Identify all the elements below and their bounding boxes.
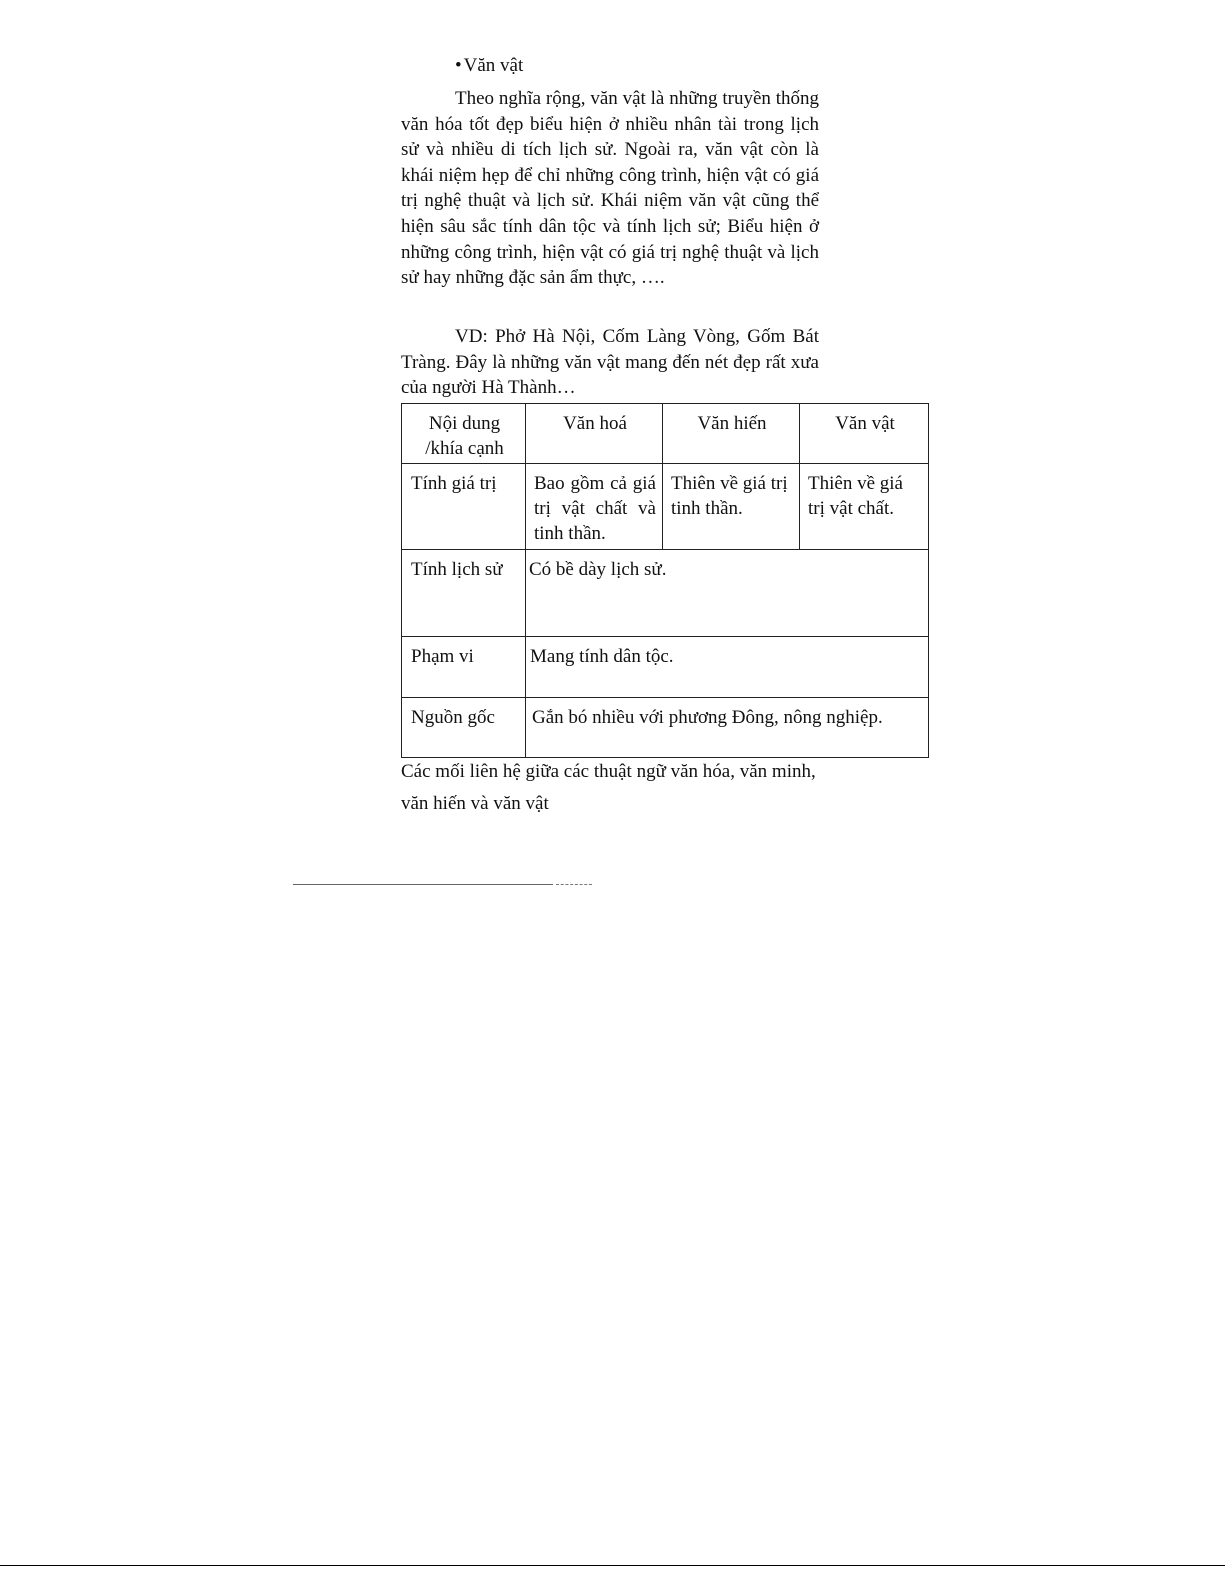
table-row (402, 637, 929, 698)
header-van-hoa: Văn hoá (526, 404, 663, 464)
cell-van-hien-value: Thiên về giá trị tinh thần. (663, 464, 800, 550)
page-bottom-border (0, 1565, 1225, 1566)
table-row (402, 550, 929, 637)
header-van-vat: Văn vật (800, 404, 929, 464)
bullet-icon: • (455, 55, 462, 76)
row-label-origin: Nguồn gốc (402, 698, 526, 758)
comparison-table (401, 403, 929, 758)
table-row (402, 698, 929, 758)
footnote-separator (293, 884, 553, 885)
cell-history-merged: Có bề dày lịch sử. (526, 550, 929, 637)
table-row (402, 464, 929, 550)
table-header-row (402, 404, 929, 464)
header-van-hien: Văn hiến (663, 404, 800, 464)
definition-paragraph: Theo nghĩa rộng, văn vật là những truyền thống văn hóa tốt đẹp biểu hiện ở nhiều nhân tài trong lịch sử và nhiều di tích lịch sử. Ngoài ra, văn vật còn là khái niệm hẹp để chỉ những công trình, hiện vật có giá trị nghệ thuật và lịch sử. Khái niệm văn vật cũng thể hiện sâu sắc tính dân tộc và tính lịch sử; Biểu hiện ở những công trình, hiện vật có giá trị nghệ thuật và lịch sử hay những đặc sản ẩm thực, …. (401, 88, 819, 289)
table-caption: Các mối liên hệ giữa các thuật ngữ văn hóa, văn minh, văn hiến và văn vật (401, 761, 816, 814)
row-label-history: Tính lịch sử (402, 550, 526, 637)
header-aspect: Nội dung /khía cạnh (402, 404, 526, 464)
row-label-value: Tính giá trị (402, 464, 526, 550)
cell-origin-merged: Gắn bó nhiều với phương Đông, nông nghiệp. (526, 698, 929, 758)
cell-scope-merged: Mang tính dân tộc. (526, 637, 929, 698)
section-heading-text: Văn vật (463, 55, 524, 76)
section-heading (455, 54, 523, 78)
cell-van-vat-value: Thiên về giá trị vật chất. (800, 464, 929, 550)
example-paragraph: VD: Phở Hà Nội, Cốm Làng Vòng, Gốm Bát Tràng. Đây là những văn vật mang đến nét đẹp rất xưa của người Hà Thành… (401, 326, 819, 399)
row-label-scope: Phạm vi (402, 637, 526, 698)
cell-van-hoa-value: Bao gồm cả giá trị vật chất và tinh thần. (526, 464, 663, 550)
footnote-separator-dash (556, 884, 592, 885)
